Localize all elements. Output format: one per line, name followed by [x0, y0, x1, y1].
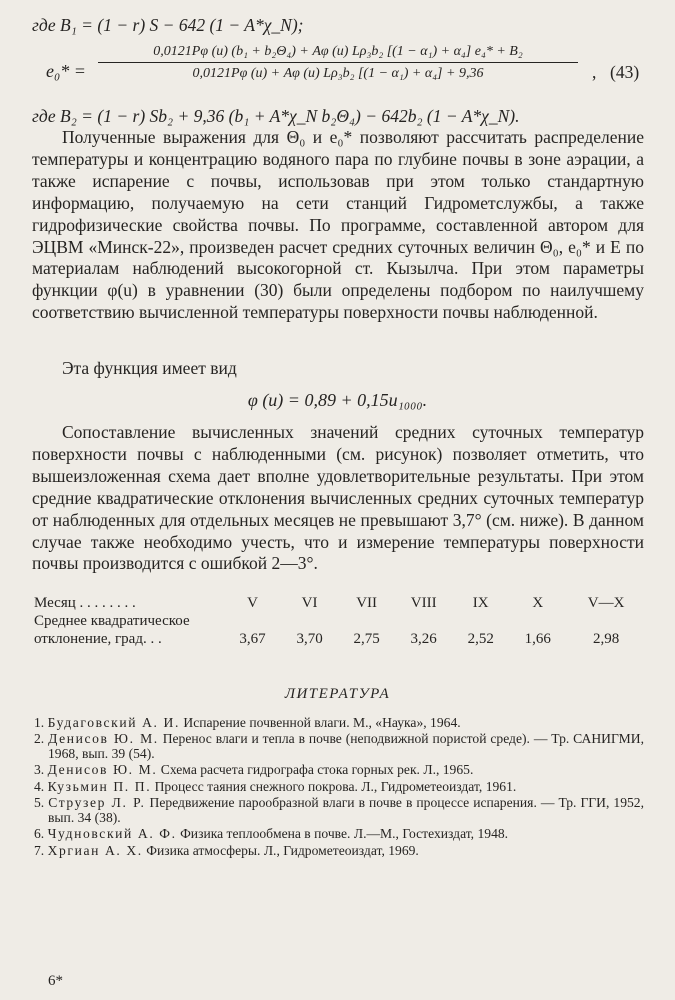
- month-cell: IX: [472, 595, 489, 611]
- reference-author: Будаговский А. И.: [47, 715, 180, 730]
- references-heading: ЛИТЕРАТУРА: [284, 686, 391, 702]
- month-cell: VI: [301, 595, 318, 611]
- deviation-table: [34, 594, 646, 648]
- reference-author: Чудновский А. Ф.: [47, 826, 177, 842]
- month-cell: VII: [356, 595, 378, 611]
- reference-text: Схема расчета гидрографа стока горных рек. Л., 1965.: [160, 762, 474, 778]
- reference-number: 2.: [34, 731, 45, 747]
- month-cell: X: [532, 595, 544, 611]
- reference-number: 1.: [34, 715, 45, 730]
- table-header-row: [34, 594, 646, 612]
- paragraph-2: Эта функция имеет вид: [62, 358, 237, 378]
- reference-item: [34, 732, 644, 761]
- table-row: [34, 630, 646, 648]
- eq43-numerator: 0,0121Pφ (u) (b₁ + b₂Θ₄) + Aφ (u) Lρ₃b₂ [(1 − α₁) + α₄] e₄* + B₂: [153, 44, 523, 59]
- reference-item: [34, 827, 644, 842]
- reference-item: [34, 763, 644, 778]
- value-cell: 2,52: [467, 631, 494, 647]
- month-label: Месяц . . . . . . . .: [34, 595, 136, 611]
- reference-author: Денисов Ю. М.: [47, 762, 158, 778]
- reference-number: 5.: [34, 795, 45, 811]
- reference-text: Передвижение парообразной влаги в почве в процессе испарения. — Тр. ГГИ, 1952, вып. 34 (38).: [48, 795, 644, 825]
- b1-formula: где B₁ = (1 − r) S − 642 (1 − A*χ_N);: [32, 15, 304, 35]
- phi-formula: φ (u) = 0,89 + 0,15u₁₀₀₀.: [247, 390, 428, 410]
- value-cell: 1,66: [524, 631, 551, 647]
- value-cell: 3,26: [410, 631, 437, 647]
- value-cell: 3,70: [296, 631, 323, 647]
- reference-number: 6.: [34, 826, 45, 842]
- b2-formula: где B₂ = (1 − r) Sb₂ + 9,36 (b₁ + A*χ_N b₂Θ₄) − 642b₂ (1 − A*χ_N).: [32, 106, 520, 126]
- table-row: [34, 612, 646, 630]
- reference-number: 3.: [34, 762, 45, 778]
- reference-item: [34, 844, 644, 859]
- reference-item: [34, 796, 644, 825]
- paragraph-3: Сопоставление вычисленных значений средних суточных температур поверхности почвы с наблюденными (см. рисунок) позволяет отметить, что вышеизложенная схема дает вполне удовлетворительные результаты. При этом средние квадратические отклонения вычисленных средних суточных температур от наблюденных для отдельных месяцев не превышают 3,7° (см. ниже). В данном случае также необходимо учесть, что и измерение температуры поверхности почвы производится с ошибкой 2—3°.: [32, 422, 644, 574]
- reference-author: Струзер Л. Р.: [48, 795, 146, 811]
- reference-author: Денисов Ю. М.: [48, 731, 159, 747]
- equation-number: (43): [610, 62, 640, 82]
- reference-text: Процесс таяния снежного покрова. Л., Гидрометеоиздат, 1961.: [154, 778, 517, 794]
- fraction-bar: [98, 62, 578, 63]
- reference-item: [34, 780, 644, 795]
- signature-mark: 6*: [48, 973, 63, 989]
- eq43-fraction: [98, 43, 578, 83]
- eq43-lhs: e₀* =: [46, 61, 86, 81]
- eq43-denominator: 0,0121Pφ (u) + Aφ (u) Lρ₃b₂ [(1 − α₁) + α₄] + 9,36: [192, 66, 484, 81]
- reference-text: Перенос влаги и тепла в почве (неподвижной пористой среде). — Тр. САНИГМИ, 1968, вып. 39 (54).: [48, 731, 644, 761]
- reference-text: Физика атмосферы. Л., Гидрометеоиздат, 1969.: [146, 842, 419, 858]
- value-cell: 2,75: [353, 631, 380, 647]
- paragraph-1: Полученные выражения для Θ₀ и e₀* позволяют рассчитать распределение температуры и концентрацию водяного пара по глубине почвы в зоне аэрации, а также испарение с почвы, использовав при этом только стандартную информацию, получаемую на сети станций Гидрометслужбы, а также гидрофизические свойства почвы. По программе, составленной автором для ЭЦВМ «Минск-22», произведен расчет средних суточных величин Θ₀, e₀* и E по материалам наблюдений высокогорной ст. Кызылча. При этом параметры функции φ(u) в уравнении (30) были определены подбором по наилучшему соответствию вычисленной температуры поверхности почвы наблюденной.: [32, 127, 644, 323]
- reference-text: Испарение почвенной влаги. М., «Наука», 1964.: [183, 715, 461, 730]
- references-list: [34, 716, 644, 860]
- month-cell: VIII: [410, 595, 437, 611]
- eq43-comma: ,: [592, 62, 597, 82]
- reference-number: 7.: [34, 842, 45, 858]
- reference-item: [34, 716, 644, 731]
- row-label-line2: отклонение, град. . .: [34, 631, 162, 647]
- month-cell: V: [247, 595, 258, 611]
- reference-text: Физика теплообмена в почве. Л.—М., Гостехиздат, 1948.: [180, 826, 509, 842]
- value-cell: 3,67: [239, 631, 266, 647]
- row-label-line1: Среднее квадратическое: [34, 613, 190, 629]
- reference-number: 4.: [34, 778, 45, 794]
- reference-author: Хргиан А. Х.: [47, 842, 143, 858]
- value-cell: 2,98: [593, 631, 620, 647]
- reference-author: Кузьмин П. П.: [47, 778, 152, 794]
- month-cell: V—X: [587, 595, 625, 611]
